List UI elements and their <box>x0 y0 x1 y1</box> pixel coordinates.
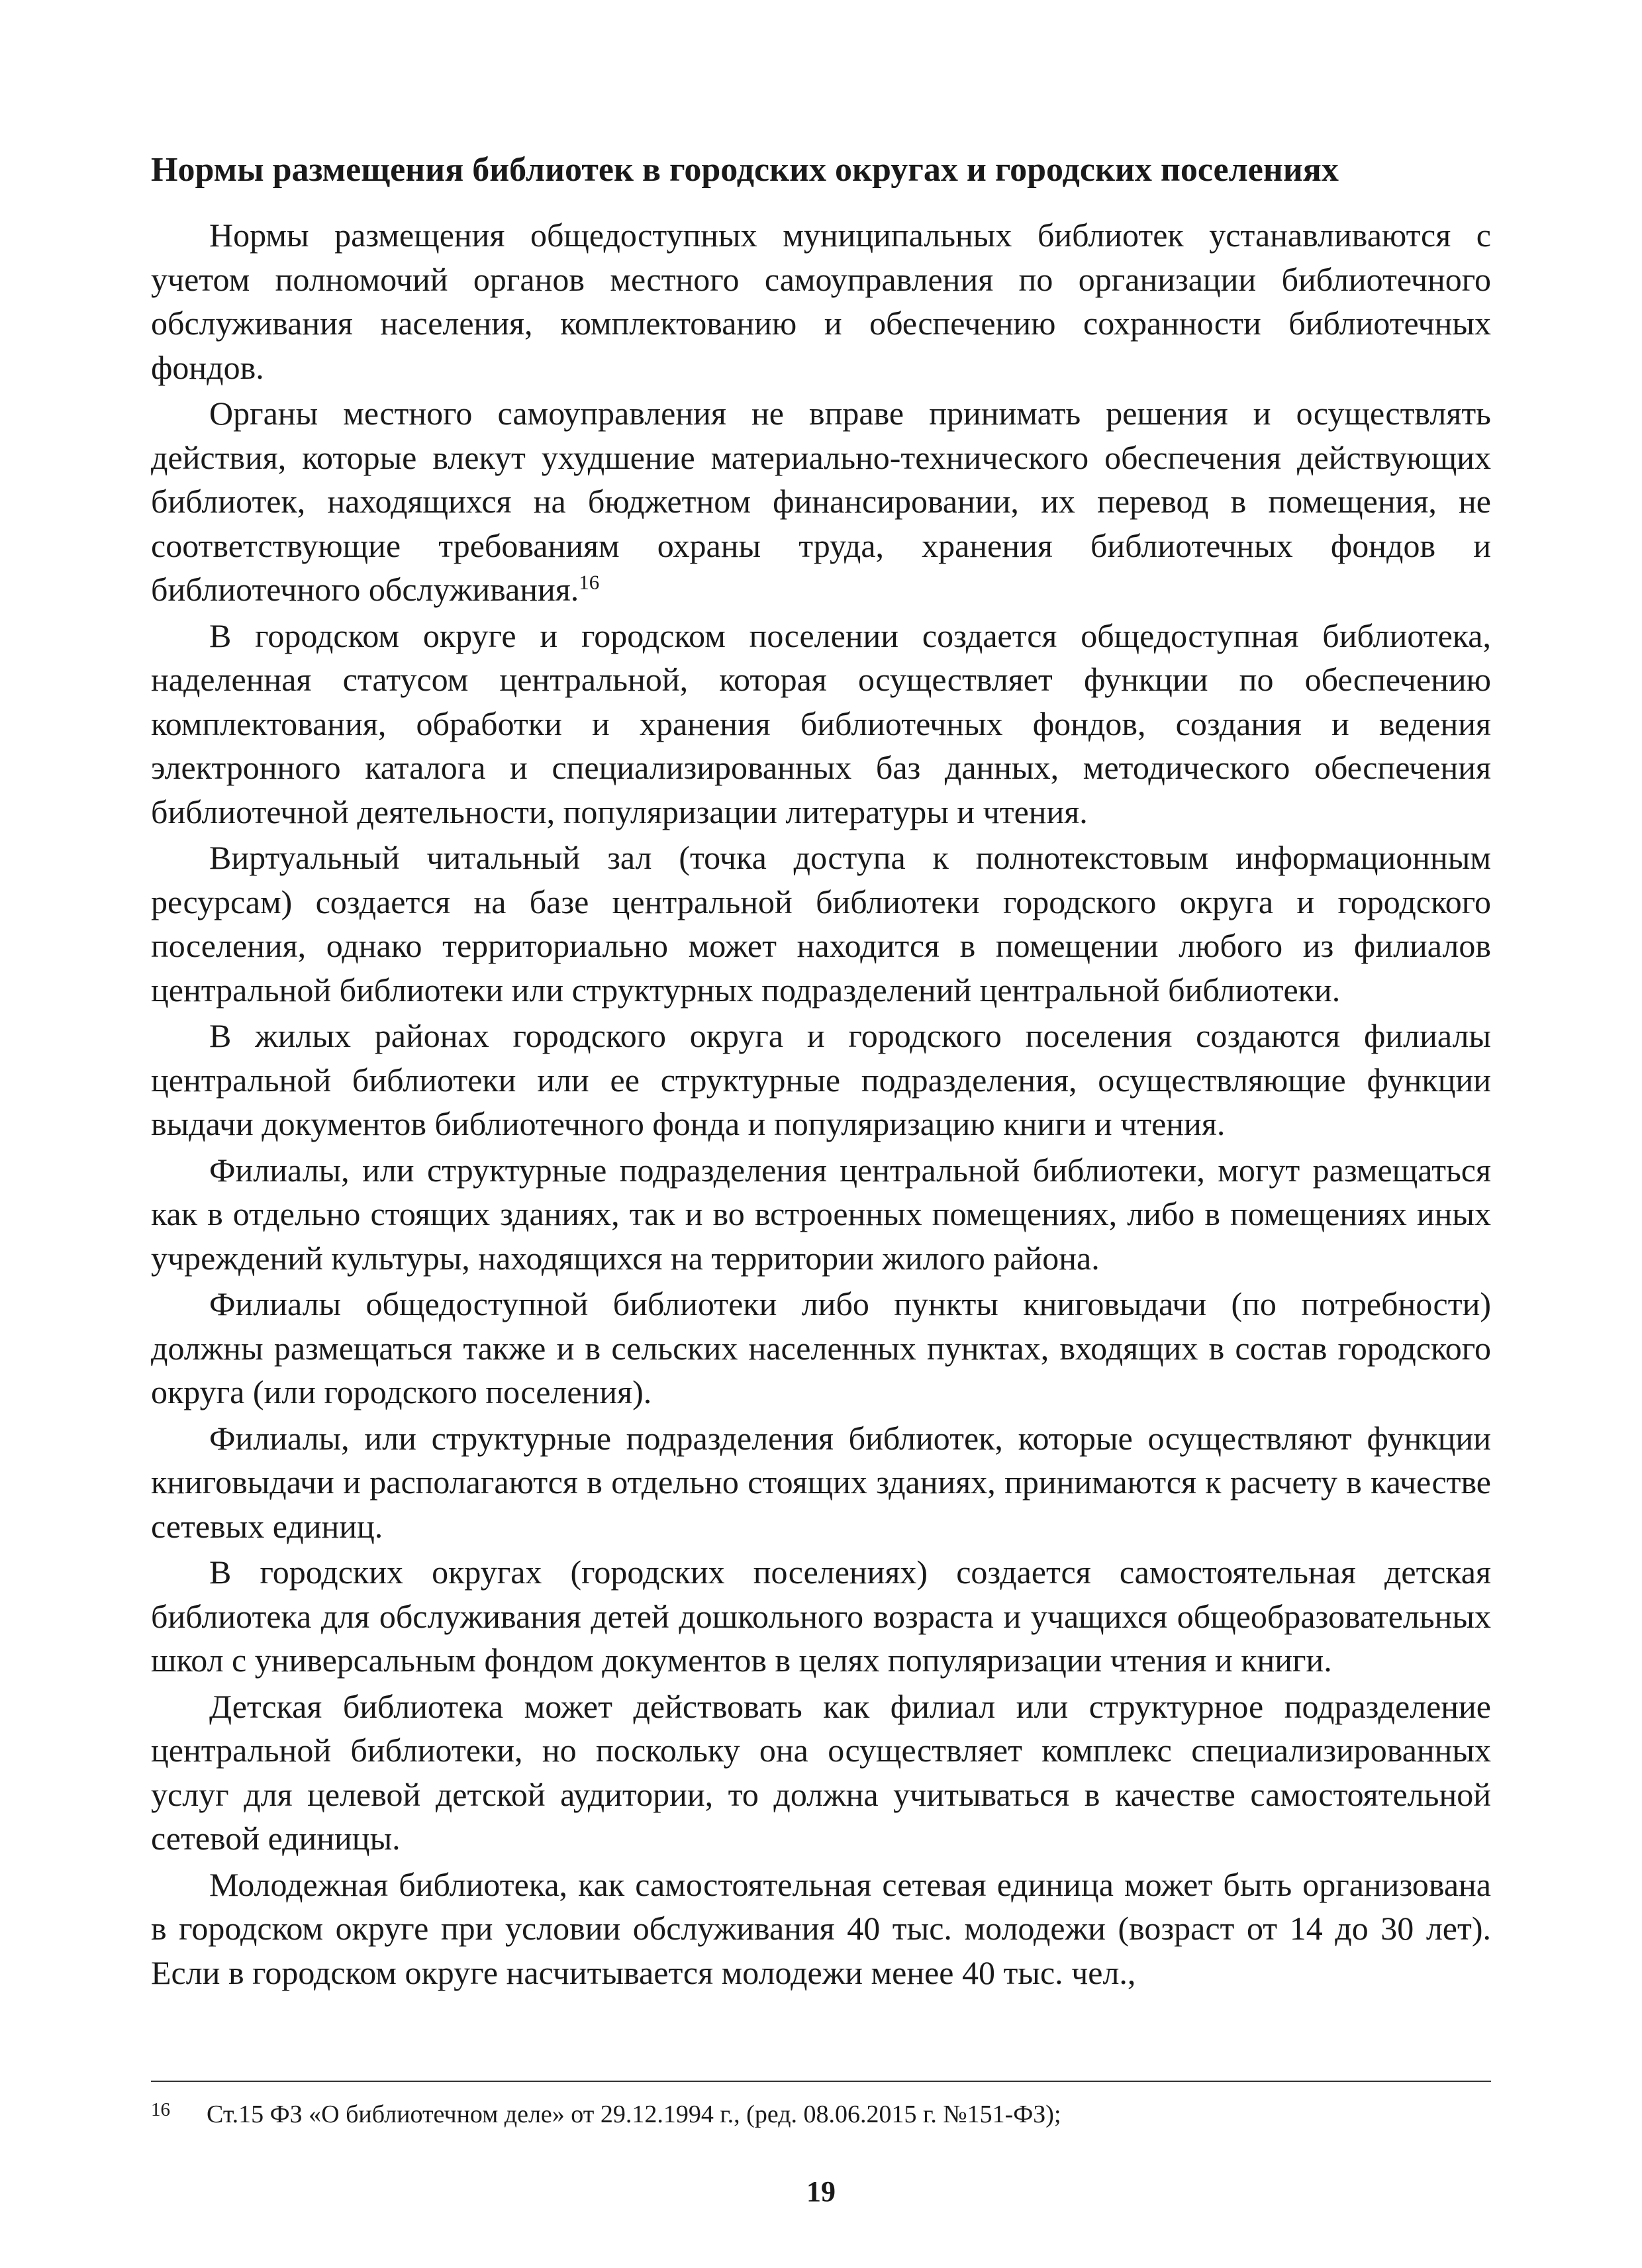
paragraph: Филиалы, или структурные подразделения библиотек, которые осуществляют функции книговыдачи и располагаются в отдельно стоящих зданиях, принимаются к расчету в качестве сетевых единиц. <box>151 1419 1491 1545</box>
footnote <box>151 2096 1491 2133</box>
page-number: 19 <box>806 2175 836 2208</box>
paragraph: Филиалы, или структурные подразделения центральной библиотеки, могут размещаться как в отдельно стоящих зданиях, так и во встроенных помещениях, либо в помещениях иных учреждений культуры, находящихся на территории жилого района. <box>151 1151 1491 1277</box>
paragraph: В жилых районах городского округа и городского поселения создаются филиалы центральной библиотеки или ее структурные подразделения, осуществляющие функции выдачи документов библиотечного фонда и популяризацию книги и чтения. <box>151 1017 1491 1142</box>
section-heading: Нормы размещения библиотек в городских округах и городских поселениях <box>151 151 1339 189</box>
paragraph: В городском округе и городском поселении создается общедоступная библиотека, наделенная статусом центральной, которая осуществляет функции по обеспечению комплектования, обработки и хранения библиотечных фондов, создания и ведения электронного каталога и специализированных баз данных, методического обеспечения библиотечной деятельности, популяризации литературы и чтения. <box>151 616 1491 830</box>
paragraph: Нормы размещения общедоступных муниципальных библиотек устанавливаются с учетом полномочий органов местного самоуправления по организации библиотечного обслуживания населения, комплектованию и обеспечению сохранности библиотечных фондов. <box>151 217 1491 386</box>
paragraph: Филиалы общедоступной библиотеки либо пункты книговыдачи (по потребности) должны размещаться также и в сельских населенных пунктах, входящих в состав городского округа (или городского поселения). <box>151 1285 1491 1410</box>
paragraph: В городских округах (городских поселениях) создается самостоятельная детская библиотека для обслуживания детей дошкольного возраста и учащихся общеобразовательных школ с универсальным фондом документов в целях популяризации чтения и книги. <box>151 1553 1491 1679</box>
footnote-reference: 16 <box>579 570 600 594</box>
paragraph: Органы местного самоуправления не вправе принимать решения и осуществлять действия, которые влекут ухудшение материально-технического обеспечения действующих библиотек, находящихся на бюджетном финансировании, их перевод в помещения, не соответствующие требованиям охраны труда, хранения библиотечных фондов и библиотечного обслуживания.$^{16}$ <box>151 395 1491 608</box>
footnote-number: 16 <box>151 2099 170 2120</box>
footnote-text: Ст.15 ФЗ «О библиотечном деле» от 29.12.1994 г., (ред. 08.06.2015 г. №151-ФЗ); <box>207 2100 1061 2128</box>
footnote-divider <box>151 2081 1491 2082</box>
paragraph: Виртуальный читальный зал (точка доступа к полнотекстовым информационным ресурсам) создается на базе центральной библиотеки городского округа и городского поселения, однако территориально может находится в помещении любого из филиалов центральной библиотеки или структурных подразделений центральной библиотеки. <box>151 839 1491 1009</box>
paragraph: Детская библиотека может действовать как филиал или структурное подразделение центральной библиотеки, но поскольку она осуществляет комплекс специализированных услуг для целевой детской аудитории, то должна учитываться в качестве самостоятельной сетевой единицы. <box>151 1687 1491 1857</box>
paragraph: Молодежная библиотека, как самостоятельная сетевая единица может быть организована в городском округе при условии обслуживания 40 тыс. молодежи (возраст от 14 до 30 лет). Если в городском округе насчитывается молодежи менее 40 тыс. чел., <box>151 1865 1491 1991</box>
page-content <box>151 144 1491 1997</box>
